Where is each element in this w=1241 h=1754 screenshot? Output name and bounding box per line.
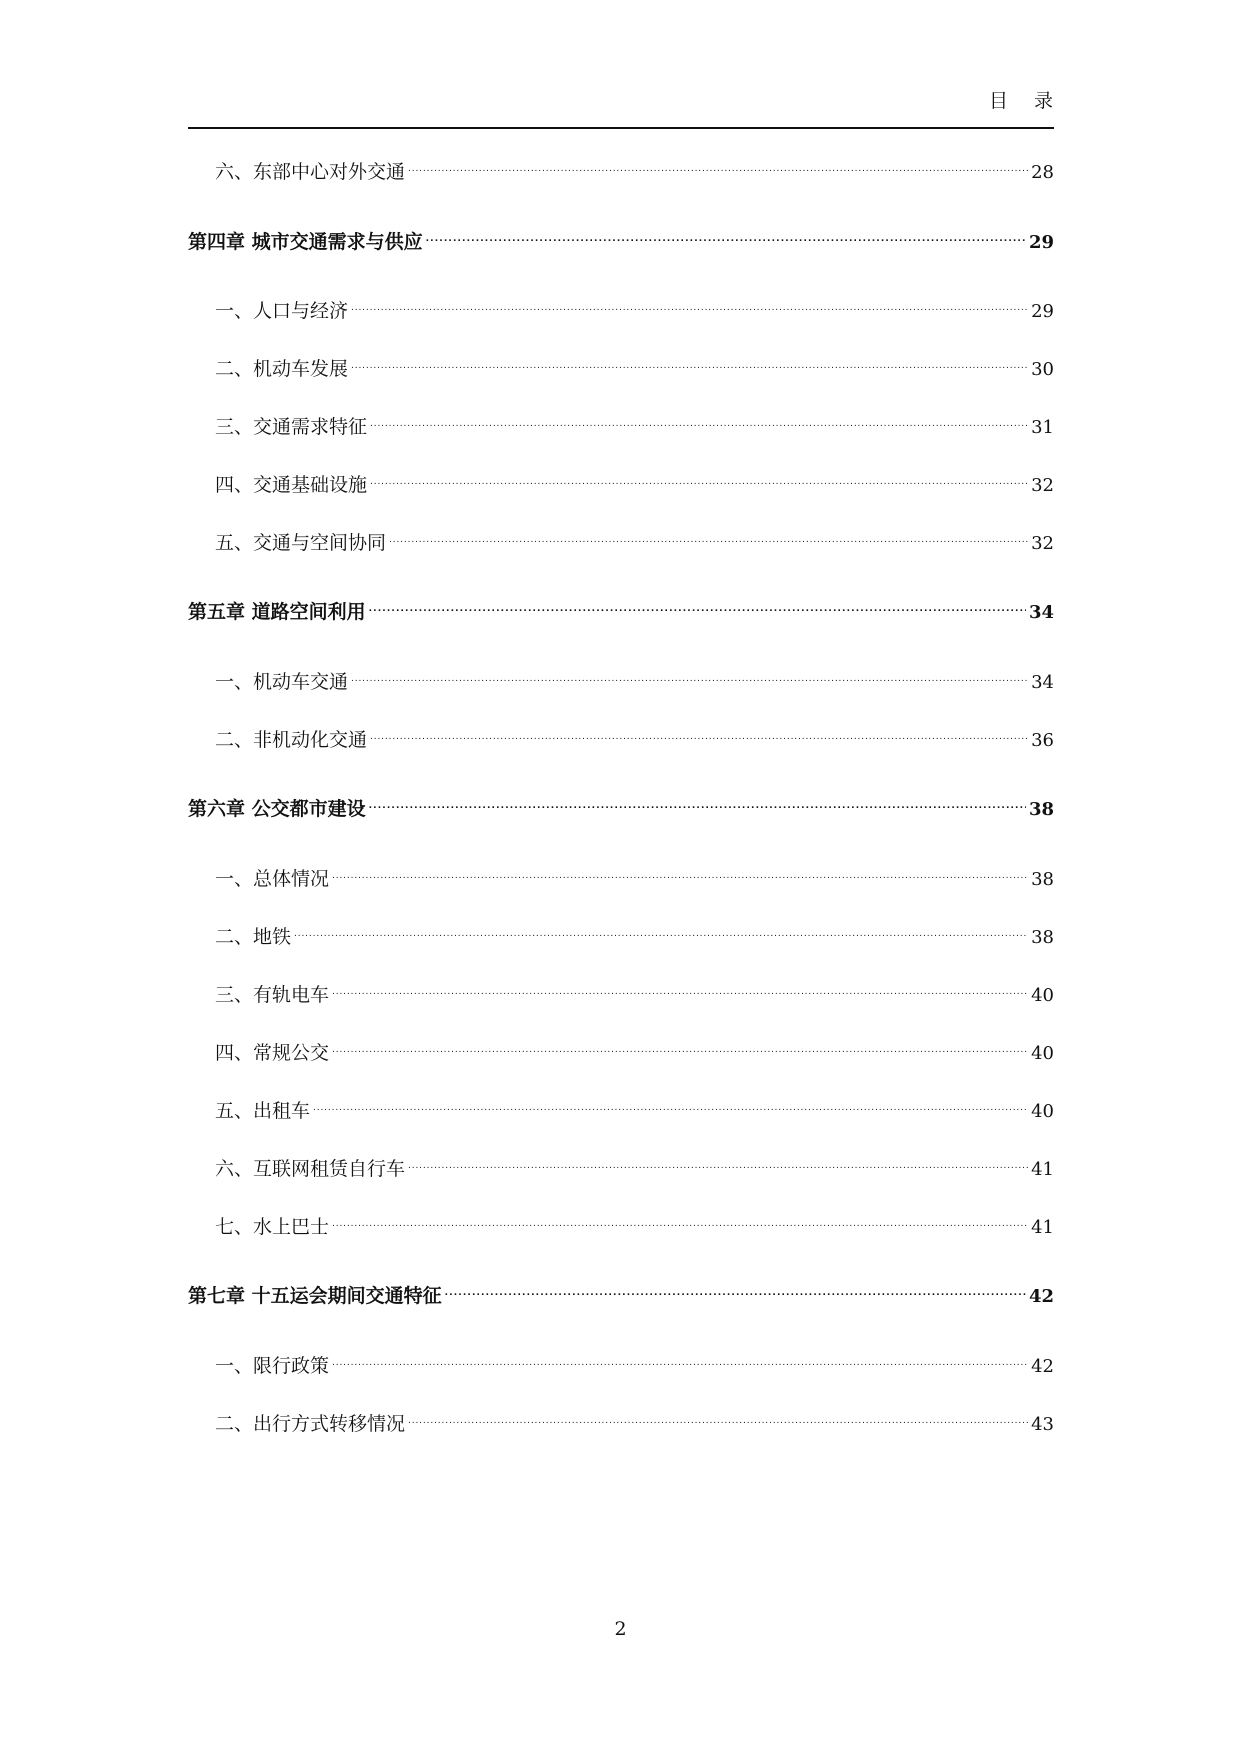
- toc-entry-page: 40: [1031, 985, 1054, 1006]
- dot-leader: [408, 1147, 1028, 1175]
- dot-leader: [332, 1205, 1028, 1233]
- page-number: 2: [614, 1618, 627, 1640]
- dot-leader: [370, 718, 1028, 746]
- toc-entry-page: 32: [1031, 475, 1054, 496]
- toc-section-entry[interactable]: [188, 1344, 1054, 1377]
- dot-leader: [445, 1274, 1026, 1302]
- dot-leader: [351, 347, 1028, 375]
- toc-section-entry[interactable]: [188, 1402, 1054, 1435]
- toc-entry-title: 五、出租车: [215, 1100, 311, 1122]
- toc-section-entry[interactable]: [188, 718, 1054, 751]
- toc-entry-page: 40: [1031, 1101, 1054, 1122]
- toc-entry-title: 三、交通需求特征: [215, 416, 368, 438]
- toc-entry-page: 30: [1031, 359, 1054, 380]
- dot-leader: [332, 973, 1028, 1001]
- toc-section-entry[interactable]: [188, 521, 1054, 554]
- toc-entry-title: 六、东部中心对外交通: [215, 161, 406, 183]
- toc-entry-title: 一、总体情况: [215, 868, 330, 890]
- toc-entry-page: 42: [1028, 1286, 1054, 1307]
- dot-leader: [351, 289, 1028, 317]
- toc-entry-page: 38: [1028, 799, 1054, 820]
- toc-entry-title: 三、有轨电车: [215, 984, 330, 1006]
- toc-section-entry[interactable]: [188, 1147, 1054, 1180]
- toc-section-entry[interactable]: [188, 973, 1054, 1006]
- toc-chapter-entry[interactable]: [188, 220, 1054, 253]
- toc-entry-page: 31: [1031, 417, 1054, 438]
- toc-chapter-entry[interactable]: [188, 1274, 1054, 1307]
- toc-entry-page: 29: [1028, 232, 1054, 253]
- page-header-title: 目 录: [988, 90, 1063, 112]
- dot-leader: [369, 787, 1026, 815]
- toc-entry-title: 五、交通与空间协同: [215, 532, 387, 554]
- dot-leader: [332, 1344, 1028, 1372]
- toc-section-entry[interactable]: [188, 150, 1054, 183]
- toc-entry-title: 七、水上巴士: [215, 1216, 330, 1238]
- toc-entry-page: 32: [1031, 533, 1054, 554]
- toc-entry-title: 一、人口与经济: [215, 300, 349, 322]
- toc-section-entry[interactable]: [188, 660, 1054, 693]
- toc-section-entry[interactable]: [188, 405, 1054, 438]
- toc-entry-page: 38: [1031, 927, 1054, 948]
- dot-leader: [313, 1089, 1028, 1117]
- toc-entry-title: 第七章 十五运会期间交通特征: [188, 1285, 442, 1307]
- toc-entry-title: 六、互联网租赁自行车: [215, 1158, 406, 1180]
- toc-entry-title: 一、机动车交通: [215, 671, 349, 693]
- toc-entry-page: 43: [1031, 1414, 1054, 1435]
- toc-entry-page: 41: [1031, 1217, 1054, 1238]
- dot-leader: [370, 405, 1028, 433]
- toc-entry-title: 第五章 道路空间利用: [188, 601, 366, 623]
- toc-entry-title: 二、地铁: [215, 926, 292, 948]
- toc-section-entry[interactable]: [188, 857, 1054, 890]
- toc-entry-page: 38: [1031, 869, 1054, 890]
- dot-leader: [332, 1031, 1028, 1059]
- header-rule: [188, 127, 1054, 129]
- toc-entry-page: 41: [1031, 1159, 1054, 1180]
- toc-entry-page: 29: [1031, 301, 1054, 322]
- toc-chapter-entry[interactable]: [188, 787, 1054, 820]
- toc-entry-title: 二、机动车发展: [215, 358, 349, 380]
- toc-chapter-entry[interactable]: [188, 590, 1054, 623]
- toc-section-entry[interactable]: [188, 915, 1054, 948]
- dot-leader: [351, 660, 1028, 688]
- toc-entry-title: 四、常规公交: [215, 1042, 330, 1064]
- toc-entry-page: 34: [1028, 602, 1054, 623]
- toc-section-entry[interactable]: [188, 463, 1054, 496]
- dot-leader: [408, 1402, 1028, 1430]
- dot-leader: [332, 857, 1028, 885]
- toc-entry-page: 34: [1031, 672, 1054, 693]
- toc-section-entry[interactable]: [188, 1031, 1054, 1064]
- dot-leader: [389, 521, 1028, 549]
- toc-entry-page: 40: [1031, 1043, 1054, 1064]
- toc-entry-title: 第六章 公交都市建设: [188, 798, 366, 820]
- toc-entry-title: 一、限行政策: [215, 1355, 330, 1377]
- toc-entry-page: 42: [1031, 1356, 1054, 1377]
- dot-leader: [408, 150, 1028, 178]
- toc-section-entry[interactable]: [188, 347, 1054, 380]
- toc-entry-page: 28: [1031, 162, 1054, 183]
- toc-entry-title: 二、出行方式转移情况: [215, 1413, 406, 1435]
- toc-section-entry[interactable]: [188, 1205, 1054, 1238]
- toc-entry-title: 第四章 城市交通需求与供应: [188, 231, 423, 253]
- dot-leader: [370, 463, 1028, 491]
- toc-entry-page: 36: [1031, 730, 1054, 751]
- toc-section-entry[interactable]: [188, 289, 1054, 322]
- toc-section-entry[interactable]: [188, 1089, 1054, 1122]
- dot-leader: [294, 915, 1028, 943]
- toc-entry-title: 四、交通基础设施: [215, 474, 368, 496]
- toc-entry-title: 二、非机动化交通: [215, 729, 368, 751]
- dot-leader: [369, 590, 1026, 618]
- dot-leader: [426, 220, 1026, 248]
